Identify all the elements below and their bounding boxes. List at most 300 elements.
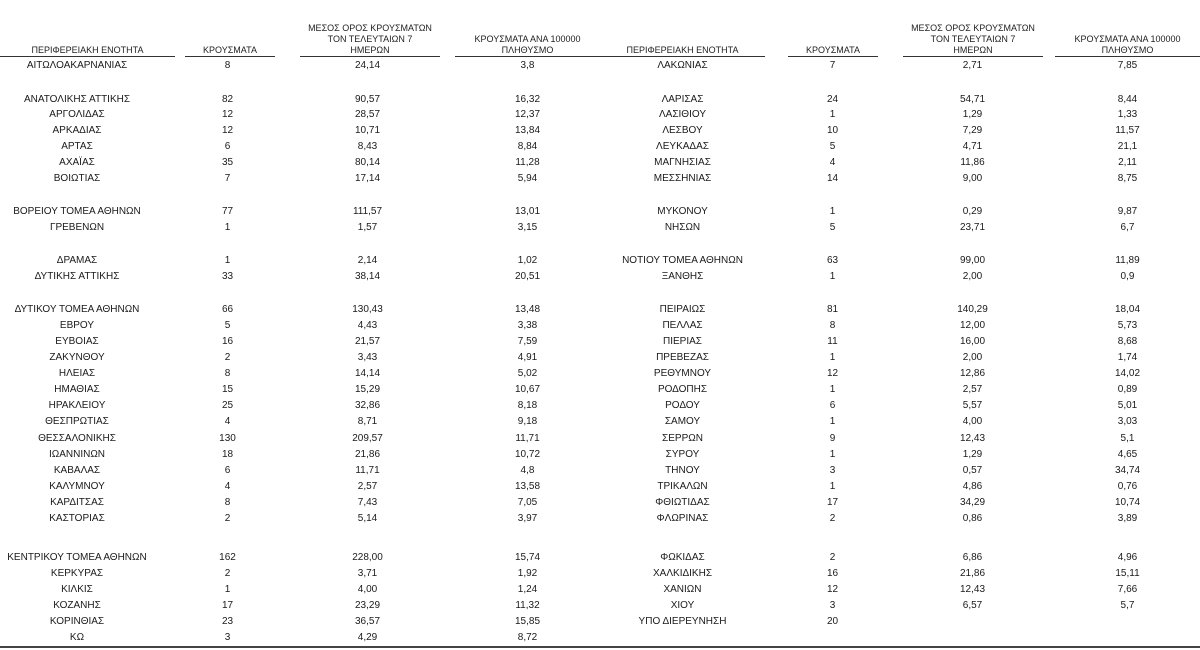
per100k-value: 15,85 [514,616,541,627]
cases-value: 16 [826,568,839,579]
table-row [0,598,600,614]
header-region-label: ΠΕΡΙΦΕΡΕΙΑΚΗ ΕΝΟΤΗΤΑ [31,45,144,55]
header-per100k [455,10,600,57]
region-name: ΡΟΔΟΠΗΣ [657,384,708,395]
cases-value: 1 [829,481,836,492]
cases-value: 82 [221,94,234,105]
avg7-value: 6,57 [962,600,983,611]
per100k-value: 12,37 [514,109,541,120]
table-row [0,414,600,430]
table-row [0,220,600,236]
cases-value: 1 [224,222,231,233]
table-row [0,269,600,285]
header-avg7-right [903,10,1043,57]
table-row [600,123,1200,139]
per100k-value: 4,91 [517,352,538,363]
per100k-value: 0,9 [1120,271,1135,282]
table-row [0,566,600,582]
table-row [0,171,600,187]
avg7-value: 8,43 [357,141,378,152]
avg7-value: 7,43 [357,497,378,508]
avg7-value: 5,57 [962,400,983,411]
per100k-value: 13,48 [514,304,541,315]
cases-value: 33 [221,271,234,282]
per100k-value: 3,8 [520,60,535,71]
header-region-right-label: ΠΕΡΙΦΕΡΕΙΑΚΗ ΕΝΟΤΗΤΑ [626,45,739,55]
region-name: ΣΥΡΟΥ [665,449,700,460]
header-avg7-line2: ΤΟΝ ΤΕΛΕΥΤΑΙΩΝ 7 [327,34,413,44]
avg7-value: 16,00 [959,336,986,347]
per100k-value: 0,89 [1117,384,1138,395]
region-name: ΥΠΟ ΔΙΕΡΕΥΝΗΣΗ [638,616,727,627]
region-name: ΦΩΚΙΔΑΣ [660,552,705,563]
cases-value: 3 [829,600,836,611]
per100k-value: 4,96 [1117,552,1138,563]
per100k-value: 14,02 [1114,368,1141,379]
avg7-value: 4,71 [962,141,983,152]
header-avg7 [300,10,440,57]
table-row [0,463,600,479]
region-name: ΚΑΛΥΜΝΟΥ [49,481,105,492]
per100k-value: 1,24 [517,584,538,595]
table-row [600,566,1200,582]
per100k-value: 13,01 [514,206,541,217]
region-name: ΞΑΝΘΗΣ [661,271,704,282]
avg7-value: 5,14 [357,513,378,524]
region-name: ΜΑΓΝΗΣΙΑΣ [654,157,711,168]
per100k-value: 5,01 [1117,400,1138,411]
per100k-value: 15,11 [1115,568,1140,579]
region-name: ΡΟΔΟΥ [665,400,700,411]
per100k-value: 5,73 [1117,320,1138,331]
per100k-value: 18,04 [1114,304,1141,315]
avg7-value: 23,71 [959,222,986,233]
region-name: ΕΥΒΟΙΑΣ [55,336,99,347]
header-per100k-right [1055,10,1200,57]
cases-value: 3 [224,632,231,643]
table-row [0,366,600,382]
table-row [0,139,600,155]
avg7-value: 1,57 [357,222,378,233]
region-name: ΗΡΑΚΛΕΙΟΥ [48,400,106,411]
right-table [600,0,1200,650]
avg7-value: 21,86 [959,568,986,579]
table-row [0,302,600,318]
avg7-value: 2,57 [357,481,378,492]
region-name: ΚΕΡΚΥΡΑΣ [50,568,104,579]
per100k-value: 6,7 [1120,222,1135,233]
table-row [600,431,1200,447]
region-name: ΔΥΤΙΚΟΥ ΤΟΜΕΑ ΑΘΗΝΩΝ [14,304,140,315]
table-row [600,495,1200,511]
avg7-value: 21,57 [354,336,381,347]
region-name: ΓΡΕΒΕΝΩΝ [49,222,105,233]
cases-value: 8 [829,320,836,331]
region-name: ΚΕΝΤΡΙΚΟΥ ΤΟΜΕΑ ΑΘΗΝΩΝ [7,552,147,563]
avg7-value: 32,86 [354,400,381,411]
avg7-value: 0,57 [962,465,983,476]
per100k-value: 5,7 [1120,600,1135,611]
table-row [600,582,1200,598]
cases-value: 9 [829,433,836,444]
cases-value: 11 [827,336,838,347]
avg7-value: 1,29 [962,449,983,460]
table-row [600,382,1200,398]
per100k-value: 13,84 [514,125,541,136]
cases-value: 12 [221,109,234,120]
region-name: ΖΑΚΥΝΘΟΥ [49,352,105,363]
per100k-value: 11,32 [515,600,540,611]
avg7-value: 12,00 [959,320,986,331]
avg7-value: 11,86 [960,157,985,168]
per100k-value: 7,05 [517,497,538,508]
table-row [0,582,600,598]
avg7-value: 2,00 [962,271,983,282]
avg7-value: 34,29 [959,497,986,508]
cases-value: 4 [829,157,836,168]
table-row [600,463,1200,479]
cases-value: 2 [224,568,231,579]
table-row [600,220,1200,236]
avg7-value: 80,14 [354,157,381,168]
cases-value: 24 [826,94,839,105]
cases-value: 81 [826,304,839,315]
cases-value: 7 [224,173,231,184]
region-name: ΛΑΣΙΘΙΟΥ [659,109,706,120]
per100k-value: 10,72 [514,449,541,460]
avg7-value: 0,86 [962,513,983,524]
per100k-value: 15,74 [514,552,541,563]
table-row [600,614,1200,630]
avg7-value: 140,29 [957,304,988,315]
table-row [0,630,600,646]
per100k-value: 8,84 [517,141,538,152]
avg7-value: 14,14 [354,368,381,379]
avg7-value: 90,57 [354,94,381,105]
table-row [0,382,600,398]
table-row [600,398,1200,414]
per100k-value: 3,89 [1117,513,1138,524]
per100k-value: 20,51 [514,271,541,282]
region-name: ΝΗΣΩΝ [664,222,701,233]
cases-value: 1 [829,271,836,282]
avg7-value: 99,00 [959,255,986,266]
per100k-value: 1,33 [1117,109,1138,120]
avg7-value: 209,57 [352,433,383,444]
header-avg7-right-line3: ΗΜΕΡΩΝ [953,45,993,55]
cases-value: 17 [221,600,234,611]
table-row [0,318,600,334]
per100k-value: 5,94 [517,173,538,184]
table-row [600,318,1200,334]
region-name: ΚΟΖΑΝΗΣ [53,600,101,611]
per100k-value: 8,18 [517,400,538,411]
region-name: ΛΕΣΒΟΥ [662,125,703,136]
cases-value: 6 [224,465,231,476]
avg7-value: 23,29 [354,600,381,611]
per100k-value: 7,59 [517,336,538,347]
cases-value: 4 [224,416,231,427]
bottom-rule [0,646,1200,648]
per100k-value: 1,74 [1117,352,1138,363]
table-row [600,107,1200,123]
region-name: ΝΟΤΙΟΥ ΤΟΜΕΑ ΑΘΗΝΩΝ [622,255,743,266]
header-cases-label: ΚΡΟΥΣΜΑΤΑ [203,45,257,55]
avg7-value: 0,29 [962,206,983,217]
cases-value: 1 [829,384,836,395]
per100k-value: 7,85 [1117,60,1138,71]
region-name: ΜΕΣΣΗΝΙΑΣ [653,173,712,184]
header-per100k-line2: ΠΛΗΘΥΣΜΟ [501,45,554,55]
per100k-value: 11,57 [1115,125,1140,136]
per100k-value: 3,15 [517,222,538,233]
header-avg7-right-line1: ΜΕΣΟΣ ΟΡΟΣ ΚΡΟΥΣΜΑΤΩΝ [911,23,1035,33]
region-name: ΦΘΙΩΤΙΔΑΣ [655,497,710,508]
per100k-value: 11,28 [515,157,540,168]
region-name: ΜΥΚΟΝΟΥ [657,206,708,217]
cases-value: 130 [219,433,236,444]
cases-value: 14 [826,173,839,184]
cases-value: 16 [221,336,234,347]
cases-value: 12 [826,584,839,595]
table-row [0,479,600,495]
avg7-value: 2,71 [962,60,983,71]
region-name: ΣΑΜΟΥ [664,416,701,427]
avg7-value: 11,71 [355,465,380,476]
region-name: ΒΟΙΩΤΙΑΣ [53,173,101,184]
cases-value: 18 [221,449,234,460]
header-avg7-line1: ΜΕΣΟΣ ΟΡΟΣ ΚΡΟΥΣΜΑΤΩΝ [308,23,432,33]
cases-value: 4 [224,481,231,492]
avg7-value: 38,14 [354,271,381,282]
per100k-value: 2,11 [1118,157,1137,168]
region-name: ΧΑΛΚΙΔΙΚΗΣ [653,568,712,579]
per100k-value: 8,68 [1117,336,1138,347]
cases-value: 12 [826,368,839,379]
cases-value: 5 [829,222,836,233]
cases-value: 10 [826,125,839,136]
cases-value: 2 [224,352,231,363]
table-row [600,511,1200,527]
avg7-value: 28,57 [354,109,381,120]
region-name: ΗΜΑΘΙΑΣ [54,384,100,395]
region-name: ΦΛΩΡΙΝΑΣ [656,513,709,524]
region-name: ΔΥΤΙΚΗΣ ΑΤΤΙΚΗΣ [34,271,120,282]
avg7-value: 4,43 [357,320,378,331]
header-cases [185,10,275,57]
avg7-value: 6,86 [962,552,983,563]
avg7-value: 8,71 [357,416,378,427]
region-name: ΣΕΡΡΩΝ [662,433,703,444]
region-name: ΚΑΣΤΟΡΙΑΣ [49,513,105,524]
header-cases-right [788,10,878,57]
header-region-right [600,10,765,57]
table-row [600,204,1200,220]
cases-value: 1 [224,584,231,595]
region-name: ΚΟΡΙΝΘΙΑΣ [49,616,105,627]
region-name: ΚΑΒΑΛΑΣ [53,465,101,476]
region-name: ΑΧΑΪΑΣ [59,157,95,168]
avg7-value: 3,43 [357,352,378,363]
table-row [600,479,1200,495]
region-name: ΑΡΚΑΔΙΑΣ [52,125,102,136]
avg7-value: 17,14 [354,173,381,184]
region-name: ΛΑΚΩΝΙΑΣ [657,60,708,71]
cases-value: 20 [826,616,839,627]
per100k-value: 4,65 [1117,449,1138,460]
region-name: ΠΙΕΡΙΑΣ [663,336,702,347]
per100k-value: 7,66 [1117,584,1138,595]
per100k-value: 0,76 [1117,481,1138,492]
header-per100k-line1: ΚΡΟΥΣΜΑΤΑ ΑΝΑ 100000 [474,34,581,44]
avg7-value: 12,43 [959,433,986,444]
cases-value: 1 [829,416,836,427]
table-row [600,447,1200,463]
cases-value: 8 [224,497,231,508]
region-name: ΔΡΑΜΑΣ [56,255,98,266]
avg7-value: 21,86 [354,449,381,460]
cases-value: 8 [224,368,231,379]
avg7-value: 54,71 [959,94,986,105]
region-name: ΘΕΣΣΑΛΟΝΙΚΗΣ [38,433,116,444]
cases-value: 6 [224,141,231,152]
region-name: ΚΩ [69,632,85,643]
table-row [0,107,600,123]
table-row [0,155,600,171]
region-name: ΡΕΘΥΜΝΟΥ [653,368,712,379]
cases-value: 5 [829,141,836,152]
per100k-value: 3,97 [517,513,538,524]
region-name: ΛΑΡΙΣΑΣ [661,94,704,105]
cases-value: 63 [826,255,839,266]
per100k-value: 10,74 [1114,497,1141,508]
table-row [0,334,600,350]
region-name: ΑΝΑΤΟΛΙΚΗΣ ΑΤΤΙΚΗΣ [23,94,131,105]
avg7-value: 12,86 [959,368,986,379]
per100k-value: 21,1 [1117,141,1138,152]
table-row [600,58,1200,74]
avg7-value: 111,57 [352,206,383,217]
table-row [0,350,600,366]
table-row [600,334,1200,350]
table-row [0,447,600,463]
cases-value: 6 [829,400,836,411]
per100k-value: 8,44 [1117,94,1138,105]
per100k-value [1055,614,1200,630]
table-row [600,350,1200,366]
cases-value: 1 [224,255,231,266]
table-row [0,204,600,220]
per100k-value: 8,75 [1117,173,1138,184]
region-name: ΑΙΤΩΛΟΑΚΑΡΝΑΝΙΑΣ [26,60,128,71]
avg7-value: 228,00 [352,552,383,563]
table-row [600,302,1200,318]
header-cases-right-label: ΚΡΟΥΣΜΑΤΑ [806,45,860,55]
header-avg7-right-line2: ΤΟΝ ΤΕΛΕΥΤΑΙΩΝ 7 [930,34,1016,44]
cases-value: 2 [224,513,231,524]
region-name: ΑΡΤΑΣ [61,141,93,152]
cases-value: 5 [224,320,231,331]
table-row [600,155,1200,171]
per100k-value: 11,71 [515,433,540,444]
cases-value: 162 [219,552,236,563]
avg7-value: 9,00 [962,173,983,184]
avg7-value: 7,29 [962,125,983,136]
region-name: ΑΡΓΟΛΙΔΑΣ [49,109,105,120]
region-name: ΤΡΙΚΑΛΩΝ [657,481,708,492]
cases-value: 12 [221,125,234,136]
region-name: ΧΙΟΥ [670,600,695,611]
table-row [600,598,1200,614]
cases-value: 77 [221,206,234,217]
table-row [600,92,1200,108]
table-row [0,550,600,566]
avg7-value: 2,57 [962,384,983,395]
avg7-value: 15,29 [354,384,381,395]
per100k-value: 9,87 [1117,206,1138,217]
per100k-value: 3,38 [517,320,538,331]
cases-value: 17 [826,497,839,508]
region-name: ΚΑΡΔΙΤΣΑΣ [50,497,104,508]
region-name: ΠΕΙΡΑΙΩΣ [659,304,706,315]
per100k-value: 1,02 [517,255,538,266]
cases-value: 1 [829,109,836,120]
table-row [0,495,600,511]
region-name: ΒΟΡΕΙΟΥ ΤΟΜΕΑ ΑΘΗΝΩΝ [13,206,141,217]
avg7-value: 2,14 [357,255,378,266]
per100k-value: 5,1 [1120,433,1135,444]
cases-value: 2 [829,513,836,524]
per100k-value: 34,74 [1114,465,1141,476]
cases-value: 23 [221,616,234,627]
region-name: ΤΗΝΟΥ [665,465,700,476]
cases-value: 3 [829,465,836,476]
table-row [600,269,1200,285]
region-name: ΛΕΥΚΑΔΑΣ [656,141,709,152]
cases-value: 1 [829,352,836,363]
avg7-value: 10,71 [354,125,381,136]
header-per100k-right-line1: ΚΡΟΥΣΜΑΤΑ ΑΝΑ 100000 [1074,34,1181,44]
cases-value: 1 [829,449,836,460]
region-name: ΕΒΡΟΥ [59,320,95,331]
table-row [0,58,600,74]
cases-value: 35 [221,157,234,168]
table-row [0,398,600,414]
region-name: ΠΕΛΛΑΣ [662,320,703,331]
cases-value: 7 [829,60,836,71]
avg7-value: 12,43 [959,584,986,595]
per100k-value: 16,32 [514,94,541,105]
cases-value: 1 [829,206,836,217]
table-row [600,550,1200,566]
cases-value: 66 [221,304,234,315]
table-row [0,253,600,269]
table-row [0,431,600,447]
region-name: ΗΛΕΙΑΣ [58,368,96,379]
avg7-value: 3,71 [357,568,378,579]
table-row [600,139,1200,155]
per100k-value: 9,18 [517,416,538,427]
region-name: ΘΕΣΠΡΩΤΙΑΣ [45,416,109,427]
avg7-value [925,614,1020,630]
avg7-value: 36,57 [354,616,381,627]
avg7-value: 4,86 [962,481,983,492]
table-row [600,253,1200,269]
table-row [600,366,1200,382]
header-per100k-right-line2: ΠΛΗΘΥΣΜΟ [1101,45,1154,55]
avg7-value: 130,43 [352,304,383,315]
cases-value: 25 [221,400,234,411]
